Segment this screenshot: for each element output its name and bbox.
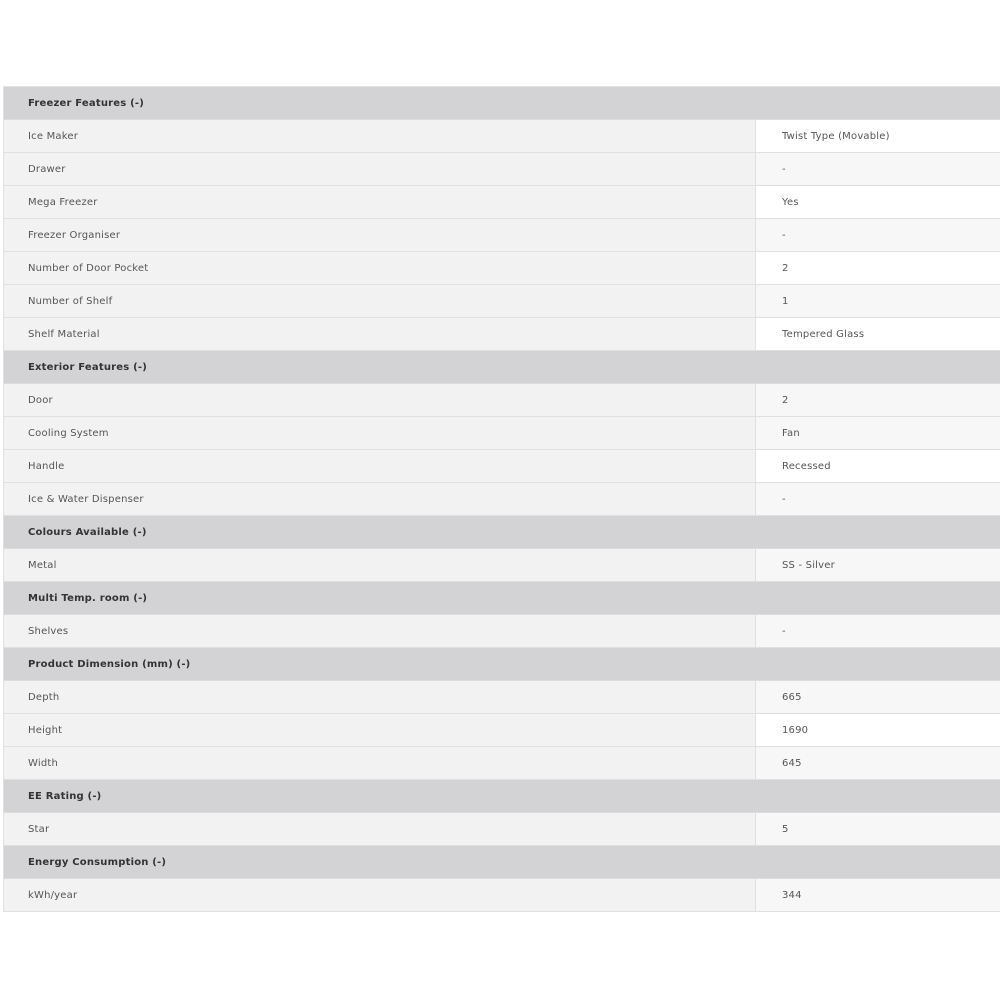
section-title: EE Rating (-) [28,790,102,802]
spec-row [4,252,1000,285]
section-title: Energy Consumption (-) [28,856,167,868]
spec-value: SS - Silver [756,549,1000,581]
spec-row [4,120,1000,153]
spec-row [4,747,1000,780]
section-title: Freezer Features (-) [28,97,144,109]
spec-value: - [756,219,1000,251]
spec-label: Shelf Material [4,318,756,350]
spec-label: Ice & Water Dispenser [4,483,756,515]
spec-row [4,681,1000,714]
spec-row [4,450,1000,483]
spec-label: Number of Shelf [4,285,756,317]
section-title: Colours Available (-) [28,526,147,538]
spec-row [4,615,1000,648]
spec-label: kWh/year [4,879,756,911]
spec-row [4,219,1000,252]
spec-value: 2 [756,384,1000,416]
section-header-multi-temp-room[interactable] [4,582,1000,615]
spec-row [4,384,1000,417]
spec-row [4,813,1000,846]
spec-value: Recessed [756,450,1000,482]
spec-label: Shelves [4,615,756,647]
spec-label: Door [4,384,756,416]
spec-value: 5 [756,813,1000,845]
spec-label: Star [4,813,756,845]
section-header-colours-available[interactable] [4,516,1000,549]
spec-value: - [756,153,1000,185]
spec-value: 1690 [756,714,1000,746]
section-header-exterior-features[interactable] [4,351,1000,384]
spec-value: 645 [756,747,1000,779]
spec-label: Number of Door Pocket [4,252,756,284]
spec-label: Cooling System [4,417,756,449]
spec-table [3,86,1000,912]
spec-value: Twist Type (Movable) [756,120,1000,152]
spec-value: 2 [756,252,1000,284]
spec-row [4,285,1000,318]
section-header-energy-consumption[interactable] [4,846,1000,879]
spec-label: Depth [4,681,756,713]
section-title: Product Dimension (mm) (-) [28,658,191,670]
spec-row [4,417,1000,450]
spec-row [4,483,1000,516]
section-header-freezer-features[interactable] [4,87,1000,120]
spec-row [4,318,1000,351]
spec-value: 344 [756,879,1000,911]
spec-value: Yes [756,186,1000,218]
spec-value: Fan [756,417,1000,449]
spec-label: Width [4,747,756,779]
spec-value: - [756,483,1000,515]
spec-value: Tempered Glass [756,318,1000,350]
spec-label: Handle [4,450,756,482]
spec-row [4,153,1000,186]
spec-label: Metal [4,549,756,581]
spec-label: Freezer Organiser [4,219,756,251]
section-header-ee-rating[interactable] [4,780,1000,813]
spec-label: Mega Freezer [4,186,756,218]
spec-value: - [756,615,1000,647]
spec-row [4,714,1000,747]
section-title: Exterior Features (-) [28,361,147,373]
spec-row [4,549,1000,582]
spec-row [4,879,1000,912]
section-header-product-dimension[interactable] [4,648,1000,681]
spec-value: 1 [756,285,1000,317]
spec-label: Height [4,714,756,746]
spec-row [4,186,1000,219]
spec-label: Ice Maker [4,120,756,152]
spec-value: 665 [756,681,1000,713]
section-title: Multi Temp. room (-) [28,592,148,604]
spec-label: Drawer [4,153,756,185]
